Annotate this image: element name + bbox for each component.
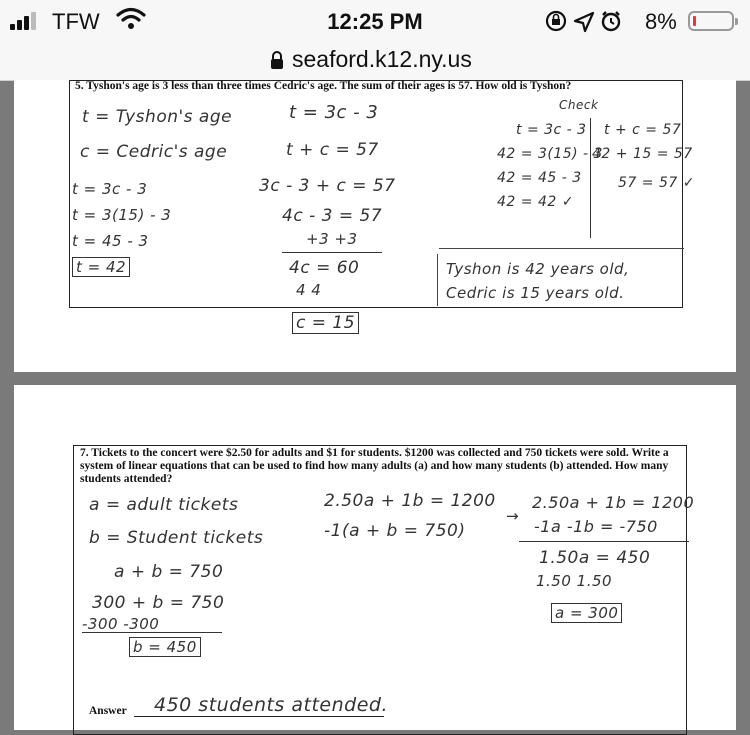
- elimination-2: -1a -1b = -750: [534, 517, 658, 536]
- answer-label: Answer: [89, 705, 127, 717]
- elimination-3: 1.50a = 450: [539, 548, 651, 568]
- equation-1: t = 3c - 3: [289, 102, 379, 123]
- substitution-2: 4c - 3 = 57: [282, 206, 383, 226]
- battery-percent: 8%: [645, 9, 677, 34]
- definition-t: t = Tyshon's age: [82, 107, 233, 127]
- check-6: 42 + 15 = 57: [592, 146, 693, 162]
- substitution-4: 4c = 60: [289, 258, 360, 278]
- battery-fill: [693, 16, 696, 26]
- check-divider: [590, 118, 591, 238]
- final-divider: [437, 254, 438, 306]
- elimination-line: [519, 541, 689, 542]
- alarm-icon: [603, 12, 619, 30]
- check-4: 42 = 42 ✓: [497, 194, 574, 210]
- definition-a: a = adult tickets: [89, 495, 239, 515]
- b-step-2: 300 + b = 750: [92, 593, 225, 613]
- url-text[interactable]: seaford.k12.ny.us: [292, 46, 472, 72]
- problem-5-question: 5. Tyshon's age is 3 less than three times Cedric's age. The sum of their ages is 57. How old is Tyshon?: [75, 80, 572, 92]
- arrow: →: [506, 507, 520, 525]
- final-answer-tyshon: Tyshon is 42 years old,: [446, 260, 630, 278]
- equation-2: t + c = 57: [286, 140, 379, 160]
- problem-7-question: 7. Tickets to the concert were $2.50 for adults and $1 for students. $1200 was collected and 750 tickets were sold. Write a system of linear equations that can be used to find how many adults (a) and how many students (b) attended. How many students attended?: [80, 447, 669, 485]
- problem-7-box: [73, 445, 687, 735]
- t-step-2: t = 3(15) - 3: [72, 206, 172, 224]
- status-icons: [545, 9, 640, 39]
- check-label: Check: [559, 98, 599, 112]
- substitution-5: 4 4: [296, 281, 322, 299]
- a-result: a = 300: [551, 603, 622, 623]
- b-work-line: [82, 632, 222, 633]
- work-line: [282, 252, 382, 253]
- carrier-name: TFW: [52, 9, 100, 34]
- address-bar[interactable]: [0, 42, 750, 81]
- status-time: 12:25 PM: [327, 9, 423, 34]
- elimination-4: 1.50 1.50: [536, 572, 613, 590]
- location-icon: [575, 13, 593, 31]
- answer-text: 450 students attended.: [154, 694, 388, 716]
- worksheet-page-1: [14, 80, 736, 372]
- check-1: t = 3c - 3: [516, 122, 587, 138]
- check-2: 42 = 3(15) - 3: [497, 146, 603, 162]
- definition-b: b = Student tickets: [89, 528, 264, 548]
- worksheet-page-2: [14, 385, 736, 730]
- lock-icon: [270, 50, 284, 70]
- rotation-lock-icon: [547, 12, 565, 30]
- substitution-3: +3 +3: [306, 230, 358, 248]
- t-step-3: t = 45 - 3: [72, 232, 149, 250]
- check-5: t + c = 57: [604, 122, 682, 138]
- b-step-3: -300 -300: [82, 615, 160, 633]
- t-step-1: t = 3c - 3: [72, 180, 148, 198]
- final-answer-cedric: Cedric is 15 years old.: [446, 284, 625, 302]
- check-7: 57 = 57 ✓: [618, 175, 695, 191]
- battery-icon: [688, 11, 734, 31]
- substitution-1: 3c - 3 + c = 57: [259, 176, 396, 196]
- final-line: [439, 248, 684, 249]
- check-3: 42 = 45 - 3: [497, 170, 582, 186]
- definition-c: c = Cedric's age: [80, 142, 228, 162]
- system-equation-1: 2.50a + 1b = 1200: [324, 491, 496, 511]
- b-step-1: a + b = 750: [114, 562, 224, 582]
- elimination-1: 2.50a + 1b = 1200: [532, 493, 695, 512]
- answer-line: [134, 716, 384, 717]
- status-bar: [0, 0, 750, 42]
- b-result: b = 450: [129, 637, 201, 657]
- c-result: c = 15: [292, 312, 359, 334]
- system-equation-2: -1(a + b = 750): [324, 521, 466, 541]
- t-result: t = 42: [72, 257, 130, 277]
